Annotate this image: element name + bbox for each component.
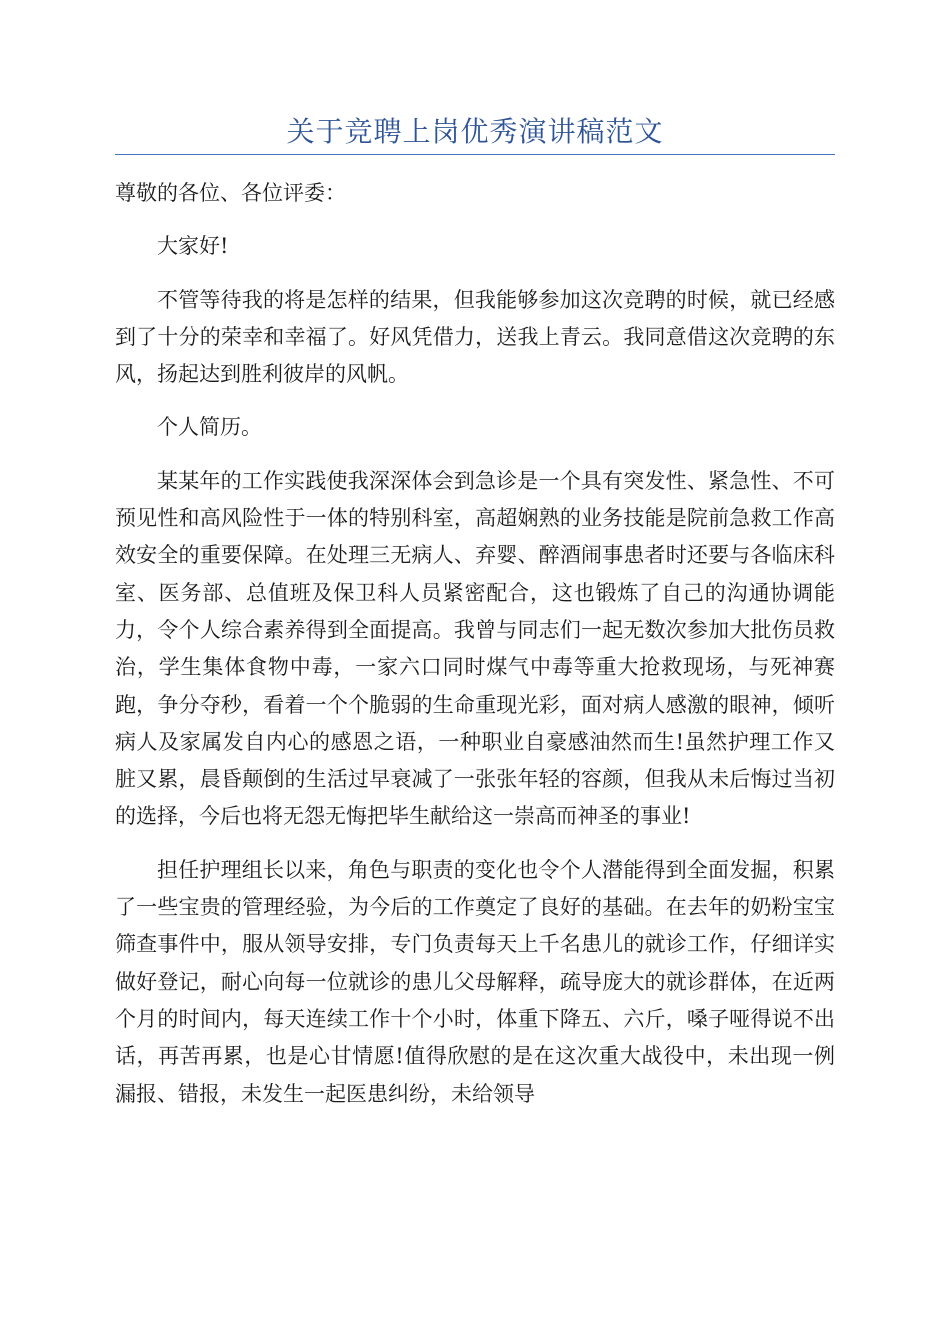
paragraph-greeting: 大家好! [157,234,229,259]
document-title: 关于竞聘上岗优秀演讲稿范文 [286,115,664,148]
salutation: 尊敬的各位、各位评委： [115,181,346,205]
document-body [115,175,835,1129]
paragraph-opening: 不管等待我的将是怎样的结果，但我能够参加这次竞聘的时候，就已经感到了十分的荣幸和幸福了。好风凭借力，送我上青云。我同意借这次竞聘的东风，扬起达到胜利彼岸的风帆。 [115,287,835,387]
paragraph-team-lead: 担任护理组长以来，角色与职责的变化也令个人潜能得到全面发掘，积累了一些宝贵的管理经验，为今后的工作奠定了良好的基础。在去年的奶粉宝宝筛查事件中，服从领导安排，专门负责每天上千名患儿的就诊工作，仔细详实做好登记，耐心向每一位就诊的患儿父母解释，疏导庞大的就诊群体，在近两个月的时间内，每天连续工作十个小时，体重下降五、六斤，嗓子哑得说不出话，再苦再累，也是心甘情愿!值得欣慰的是在这次重大战役中，未出现一例漏报、错报，未发生一起医患纠纷，未给领导 [115,857,835,1106]
title-underline [115,154,835,155]
paragraph-experience: 某某年的工作实践使我深深体会到急诊是一个具有突发性、紧急性、不可预见性和高风险性于一体的特别科室，高超娴熟的业务技能是院前急救工作高效安全的重要保障。在处理三无病人、弃婴、醉酒闹事患者时还要与各临床科室、医务部、总值班及保卫科人员紧密配合，这也锻炼了自己的沟通协调能力，令个人综合素养得到全面提高。我曾与同志们一起无数次参加大批伤员救治，学生集体食物中毒，一家六口同时煤气中毒等重大抢救现场，与死神赛跑，争分夺秒，看着一个个脆弱的生命重现光彩，面对病人感激的眼神，倾听病人及家属发自内心的感恩之语，一种职业自豪感油然而生!虽然护理工作又脏又累，晨昏颠倒的生活过早衰减了一张张年轻的容颜，但我从未后悔过当初的选择，今后也将无怨无悔把毕生献给这一崇高而神圣的事业! [115,468,835,829]
paragraph-resume-heading: 个人简历。 [157,415,262,440]
